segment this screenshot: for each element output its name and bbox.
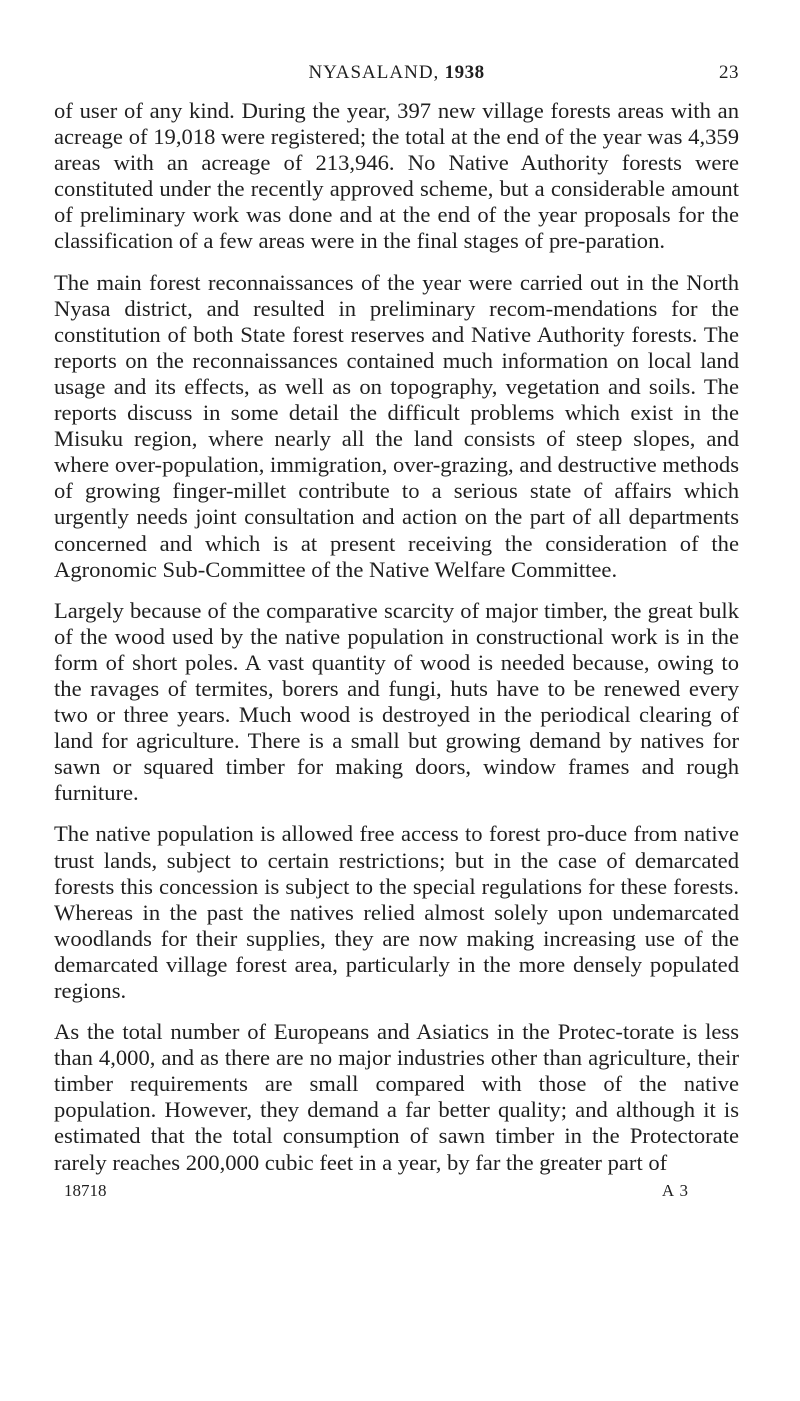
signature-mark: A 3 — [661, 1180, 689, 1200]
paragraph: The native population is allowed free access to forest pro-duce from native trust lands, subject to certain restrictions; but in the case of demarcated forests this concession is subject to the special regulations for these forests. Whereas in the past the natives relied almost solely upon undemarcated woodlands for their supplies, they are now making increasing use of the demarcated village forest area, particularly in the more densely populated regions. — [54, 821, 739, 1003]
running-head — [54, 62, 739, 92]
document-page — [54, 62, 739, 1205]
print-reference: 18718 — [64, 1180, 107, 1200]
page-number: 23 — [719, 62, 739, 83]
paragraph: The main forest reconnaissances of the year were carried out in the North Nyasa district, and resulted in preliminary recom-mendations for the constitution of both State forest reserves and Native Authority forests. The reports on the reconnaissances contained much information on local land usage and its effects, as well as on topography, vegetation and soils. The reports discuss in some detail the difficult problems which exist in the Misuku region, where nearly all the land consists of steep slopes, and where over-population, immigration, over-grazing, and destructive methods of growing finger-millet contribute to a serious state of affairs which urgently needs joint consultation and action on the part of all departments concerned and which is at present receiving the consideration of the Agronomic Sub-Committee of the Native Welfare Committee. — [54, 269, 739, 582]
paragraph: of user of any kind. During the year, 397 new village forests areas with an acreage of 19,018 were registered; the total at the end of the year was 4,359 areas with an acreage of 213,946. No Native Authority forests were constituted under the recently approved scheme, but a considerable amount of preliminary work was done and at the end of the year proposals for the classification of a few areas were in the final stages of pre-paration. — [54, 98, 739, 254]
paragraph: Largely because of the comparative scarcity of major timber, the great bulk of the wood used by the native population in constructional work is in the form of short poles. A vast quantity of wood is needed because, owing to the ravages of termites, borers and fungi, huts have to be renewed every two or three years. Much wood is destroyed in the periodical clearing of land for agriculture. There is a small but growing demand by natives for sawn or squared timber for making doors, window frames and rough furniture. — [54, 597, 739, 806]
paragraph: As the total number of Europeans and Asiatics in the Protec-torate is less than 4,000, and as there are no major industries other than agriculture, their timber requirements are small compared with those of the native population. However, they demand a far better quality; and although it is estimated that the total consumption of sawn timber in the Protectorate rarely reaches 200,000 cubic feet in a year, by far the greater part of — [54, 1019, 739, 1175]
page-footer — [54, 1181, 739, 1205]
running-title-country: NYASALAND, — [308, 62, 440, 83]
body-text — [54, 98, 739, 1176]
running-title — [54, 62, 739, 84]
running-title-year: 1938 — [444, 62, 485, 83]
